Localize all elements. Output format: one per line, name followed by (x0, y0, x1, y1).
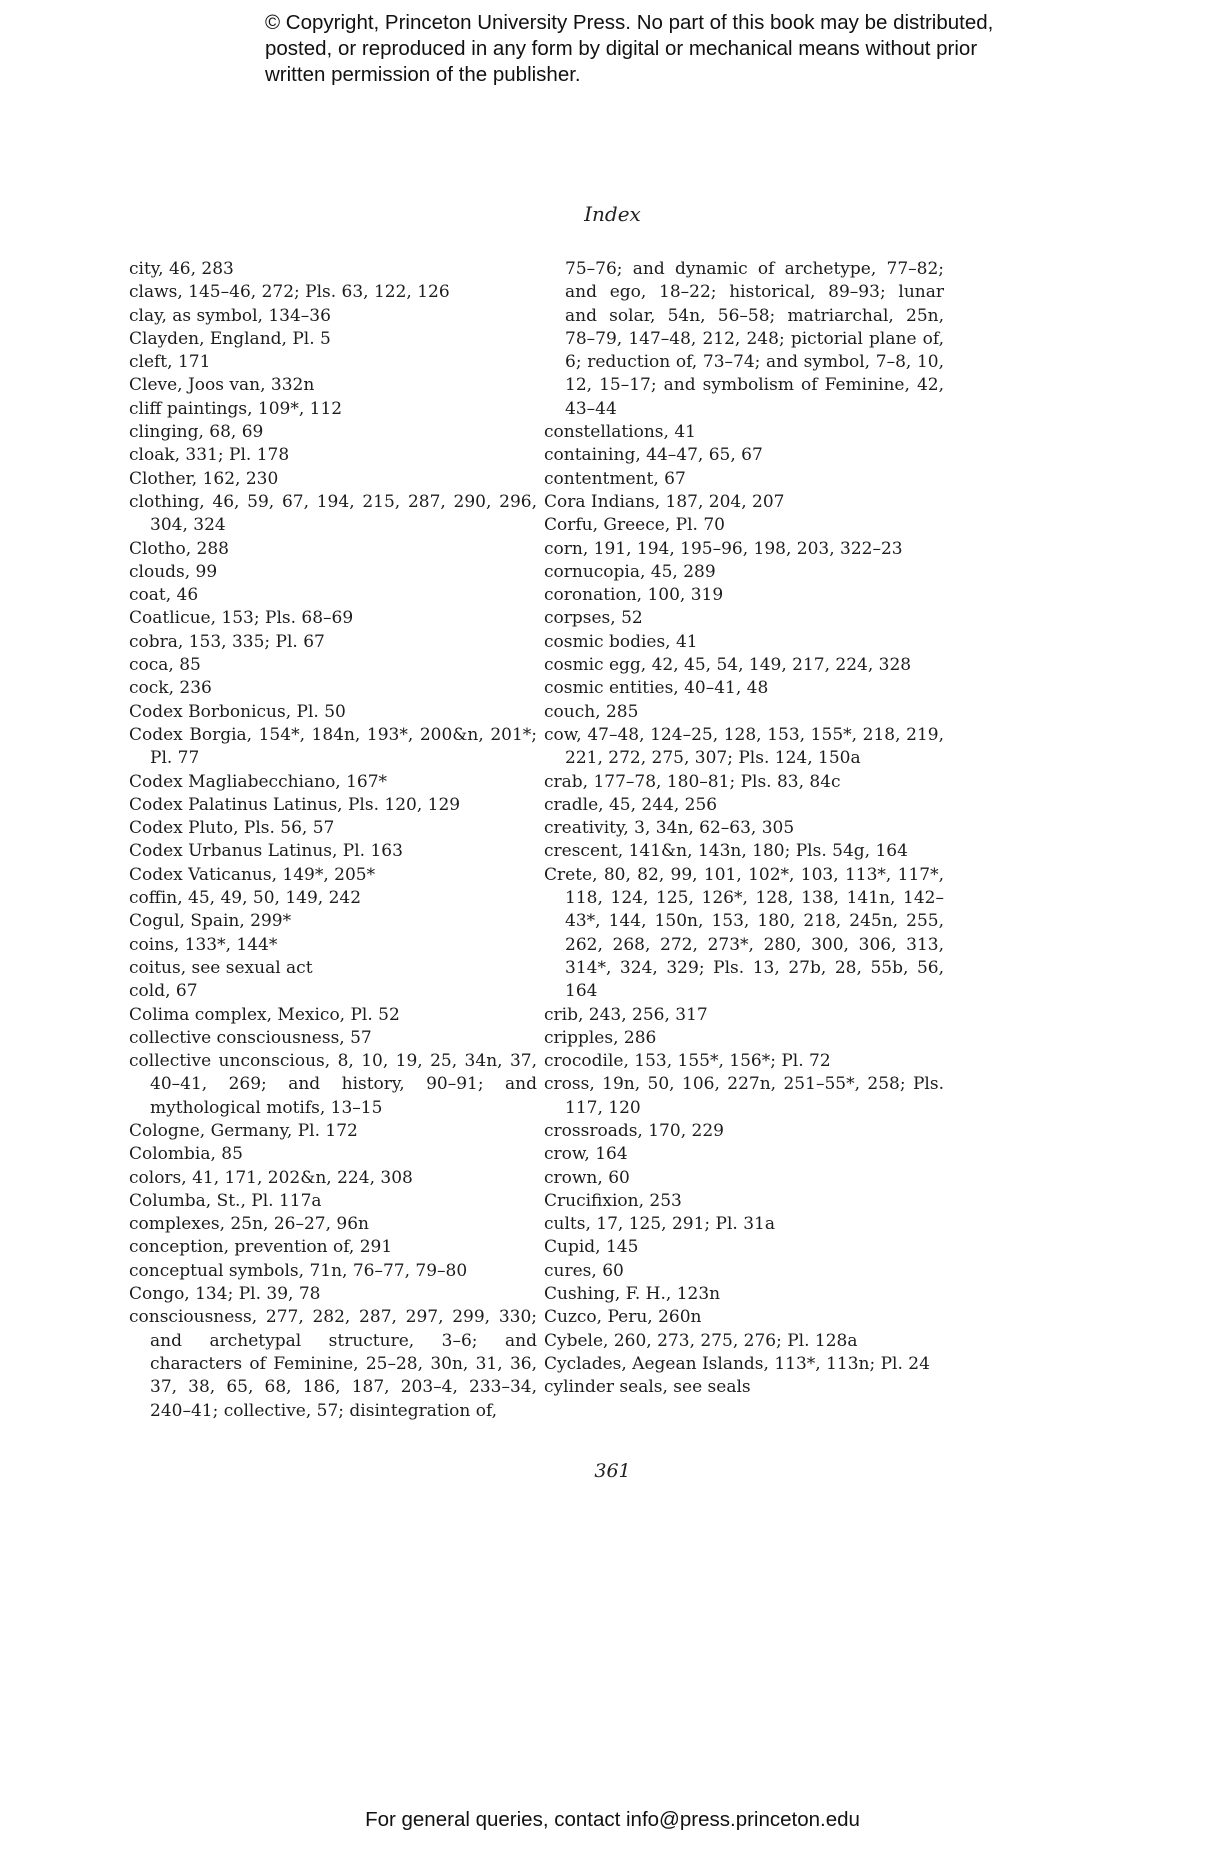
index-entry: couch, 285 (544, 701, 639, 722)
index-entry: constellations, 41 (544, 422, 696, 443)
index-entry: Corfu, Greece, Pl. 70 (544, 515, 725, 536)
index-entry: cults, 17, 125, 291; Pl. 31a (544, 1214, 775, 1235)
index-entry: clouds, 99 (129, 561, 218, 582)
page-number: 361 (594, 1460, 631, 1482)
index-entry: crocodile, 153, 155*, 156*; Pl. 72 (544, 1051, 831, 1072)
index-entry: Codex Magliabecchiano, 167* (129, 771, 388, 792)
index-entry: cosmic bodies, 41 (544, 631, 698, 652)
index-entry: Codex Vaticanus, 149*, 205* (129, 864, 376, 885)
index-entry: Cupid, 145 (544, 1237, 639, 1258)
index-entry: Crete, 80, 82, 99, 101, 102*, 103, 113*, 117*, 118, 124, 125, 126*, 128, 138, 141n, 142–43*, 144, 150n, 153, 180, 218, 245n, 255, 262, 268, 272, 273*, 280, 300, 306, 313, 314*, 324, 329; Pls. 13, 27b, 28, 55b, 56, 164 (544, 864, 944, 1002)
index-entry: crescent, 141&n, 143n, 180; Pls. 54g, 164 (544, 841, 908, 862)
index-entry: Codex Borbonicus, Pl. 50 (129, 701, 346, 722)
index-entry: coins, 133*, 144* (129, 934, 278, 955)
index-entry: cleft, 171 (129, 352, 211, 373)
index-entry: Cologne, Germany, Pl. 172 (129, 1120, 358, 1141)
index-entry: Cyclades, Aegean Islands, 113*, 113n; Pl. 24 (544, 1353, 930, 1374)
index-entry: Cushing, F. H., 123n (544, 1284, 721, 1305)
index-entry: conception, prevention of, 291 (129, 1237, 393, 1258)
index-entry: consciousness, 277, 282, 287, 297, 299, 330; and archetypal structure, 3–6; and characters of Feminine, 25–28, 30n, 31, 36, 37, 38, 65, 68, 186, 187, 203–4, 233–34, 240–41; collective, 57; disintegration of, (129, 1307, 537, 1421)
index-entry: cliff paintings, 109*, 112 (129, 398, 343, 419)
index-entry: cold, 67 (129, 981, 198, 1002)
index-entry: crib, 243, 256, 317 (544, 1004, 708, 1025)
index-entry: cobra, 153, 335; Pl. 67 (129, 631, 325, 652)
index-entry: crossroads, 170, 229 (544, 1120, 724, 1141)
index-entry: crow, 164 (544, 1144, 628, 1165)
index-entry: coca, 85 (129, 655, 201, 676)
index-entry: coat, 46 (129, 585, 199, 606)
index-entry: Colombia, 85 (129, 1144, 243, 1165)
index-entry: crown, 60 (544, 1167, 630, 1188)
index-entry: cornucopia, 45, 289 (544, 561, 716, 582)
index-entry: 75–76; and dynamic of archetype, 77–82; and ego, 18–22; historical, 89–93; lunar and solar, 54n, 56–58; matriarchal, 25n, 78–79, 147–48, 212, 248; pictorial plane of, 6; reduction of, 73–74; and symbol, 7–8, 10, 12, 15–17; and symbolism of Feminine, 42, 43–44 (565, 259, 944, 419)
index-entry: Codex Urbanus Latinus, Pl. 163 (129, 841, 403, 862)
index-entry: collective unconscious, 8, 10, 19, 25, 34n, 37, 40–41, 269; and history, 90–91; and mythological motifs, 13–15 (129, 1051, 537, 1118)
index-entry: cosmic entities, 40–41, 48 (544, 678, 769, 699)
index-entry: Congo, 134; Pl. 39, 78 (129, 1284, 321, 1305)
index-entry: coitus, see sexual act (129, 957, 313, 978)
index-entry: cradle, 45, 244, 256 (544, 794, 718, 815)
index-entry: Cora Indians, 187, 204, 207 (544, 491, 785, 512)
index-entry: Codex Pluto, Pls. 56, 57 (129, 818, 335, 839)
index-entry: clothing, 46, 59, 67, 194, 215, 287, 290, 296, 304, 324 (129, 491, 537, 536)
index-entry: corpses, 52 (544, 608, 643, 629)
index-entry: Crucifixion, 253 (544, 1190, 682, 1211)
index-entry: crab, 177–78, 180–81; Pls. 83, 84c (544, 771, 841, 792)
index-entry: cow, 47–48, 124–25, 128, 153, 155*, 218, 219, 221, 272, 275, 307; Pls. 124, 150a (544, 724, 944, 769)
index-entry: conceptual symbols, 71n, 76–77, 79–80 (129, 1260, 468, 1281)
index-entry: Codex Borgia, 154*, 184n, 193*, 200&n, 201*; Pl. 77 (129, 724, 537, 769)
index-column-left (129, 258, 537, 1423)
index-entry: Columba, St., Pl. 117a (129, 1190, 322, 1211)
index-entry: Clother, 162, 230 (129, 468, 279, 489)
index-entry: Cogul, Spain, 299* (129, 911, 292, 932)
index-entry: cosmic egg, 42, 45, 54, 149, 217, 224, 328 (544, 655, 912, 676)
index-entry: cripples, 286 (544, 1027, 657, 1048)
index-entry: coronation, 100, 319 (544, 585, 724, 606)
index-entry: corn, 191, 194, 195–96, 198, 203, 322–23 (544, 538, 903, 559)
index-entry: Cybele, 260, 273, 275, 276; Pl. 128a (544, 1330, 858, 1351)
index-column-right (544, 258, 944, 1400)
index-entry: cylinder seals, see seals (544, 1377, 751, 1398)
index-entry: clay, as symbol, 134–36 (129, 305, 331, 326)
index-entry: cloak, 331; Pl. 178 (129, 445, 290, 466)
index-entry: clinging, 68, 69 (129, 422, 264, 443)
index-entry: colors, 41, 171, 202&n, 224, 308 (129, 1167, 413, 1188)
index-entry: cock, 236 (129, 678, 212, 699)
index-entry: Colima complex, Mexico, Pl. 52 (129, 1004, 400, 1025)
index-entry: cures, 60 (544, 1260, 624, 1281)
index-entry: Clotho, 288 (129, 538, 229, 559)
index-entry: containing, 44–47, 65, 67 (544, 445, 763, 466)
index-entry: contentment, 67 (544, 468, 686, 489)
footer-contact: For general queries, contact info@press.princeton.edu (365, 1808, 860, 1831)
index-entry: complexes, 25n, 26–27, 96n (129, 1214, 369, 1235)
index-entry: coffin, 45, 49, 50, 149, 242 (129, 888, 362, 909)
index-entry: Coatlicue, 153; Pls. 68–69 (129, 608, 354, 629)
index-heading: Index (584, 202, 641, 226)
index-entry: creativity, 3, 34n, 62–63, 305 (544, 818, 795, 839)
index-entry: city, 46, 283 (129, 259, 234, 279)
copyright-notice: © Copyright, Princeton University Press. No part of this book may be distributed, posted, or reproduced in any form by digital or mechanical means without prior written permission of the publisher. (265, 11, 994, 86)
index-entry: collective consciousness, 57 (129, 1027, 372, 1048)
index-entry: claws, 145–46, 272; Pls. 63, 122, 126 (129, 282, 450, 303)
index-entry: Clayden, England, Pl. 5 (129, 328, 331, 349)
index-entry: Cleve, Joos van, 332n (129, 375, 315, 396)
index-entry: Cuzco, Peru, 260n (544, 1307, 702, 1328)
index-entry: Codex Palatinus Latinus, Pls. 120, 129 (129, 794, 461, 815)
index-entry: cross, 19n, 50, 106, 227n, 251–55*, 258; Pls. 117, 120 (544, 1074, 944, 1118)
